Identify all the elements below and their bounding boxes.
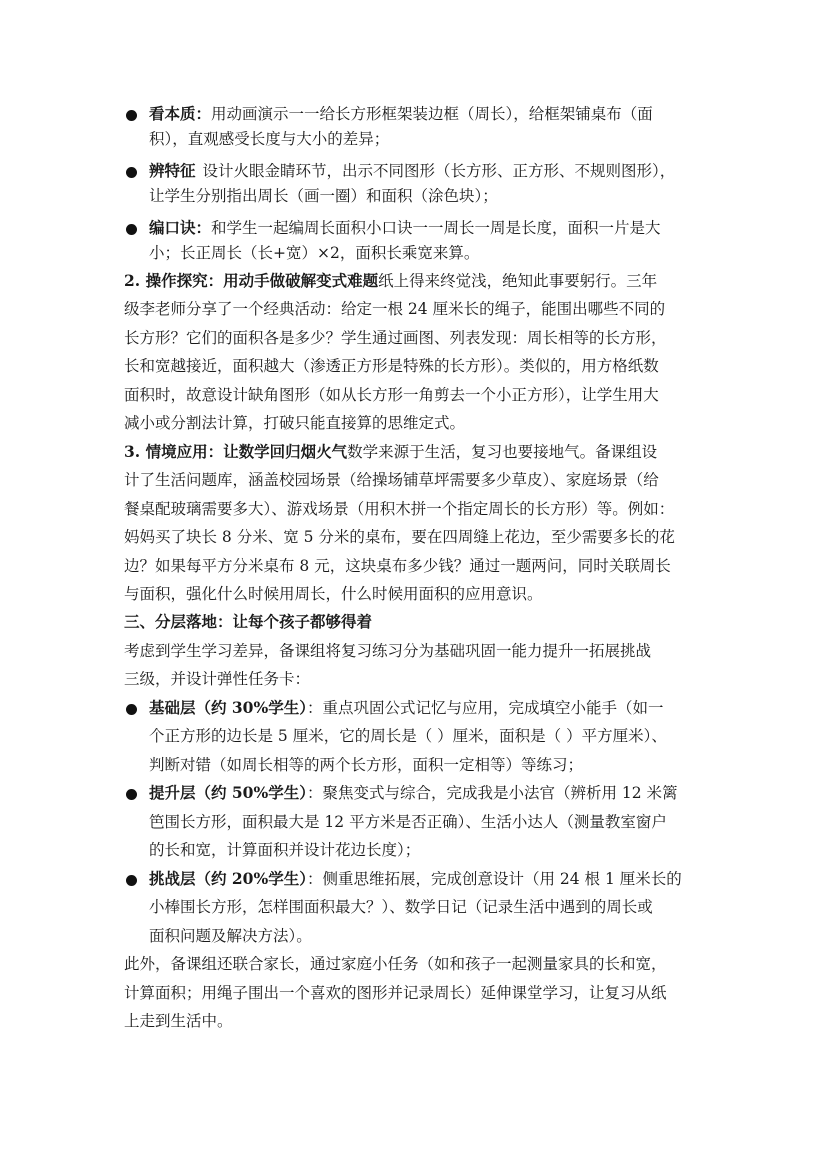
bullet-line: 面积问题及解决方法）。 [149, 927, 312, 945]
bullet-line: 个正方形的边长是 5 厘米，它的周长是（ ）厘米，面积是（ ）平方厘米）、 [149, 727, 667, 745]
paragraph-line: 面积时，故意设计缺角图形（如从长方形一角剪去一个小正方形），让学生用大 [124, 386, 659, 404]
bullet-icon [126, 110, 137, 121]
paragraph-line: 边？如果每平方分米桌布 8 元，这块桌布多少钱？通过一题两问，同时关联周长 [124, 557, 671, 575]
paragraph-line: 级李老师分享了一个经典活动：给定一根 24 厘米长的绳子，能围出哪些不同的 [124, 300, 666, 318]
bullet-line: 积），直观感受长度与大小的差异； [149, 130, 390, 148]
bullet-line: 的长和宽，计算面积并设计花边长度）； [149, 841, 421, 859]
bullet-icon [126, 224, 137, 235]
bullet-line [149, 161, 675, 181]
paragraph-line: 妈妈买了块长 8 分米、宽 5 分米的桌布，要在四周缝上花边，至少需要多长的花 [124, 528, 675, 546]
bullet-line: 让学生分别指出周长（画一圈）和面积（涂色块）； [149, 187, 498, 205]
bullet-label: 看本质： [149, 104, 212, 123]
bullet-line [149, 218, 661, 238]
bullet-text: ：侧重思维拓展，完成创意设计（用 24 根 1 厘米长的 [306, 870, 682, 888]
bullet-icon [126, 875, 137, 886]
paragraph-line: 考虑到学生学习差异，备课组将复习练习分为基础巩固一能力提升一拓展挑战 [124, 642, 652, 660]
paragraph-line: 此外，备课组还联合家长，通过家庭小任务（如和孩子一起测量家具的长和宽， [124, 955, 667, 973]
bullet-text: ：重点巩固公式记忆与应用，完成填空小能手（如一 [306, 699, 664, 717]
bullet-line: 小棒围长方形，怎样围面积最大？）、数学日记（记录生活中遇到的周长或 [149, 898, 653, 916]
bullet-line [149, 698, 663, 718]
bullet-icon [126, 789, 137, 800]
bullet-line [149, 104, 653, 124]
bullet-label: 辨特征 [149, 161, 196, 180]
bullet-line [149, 869, 682, 889]
paragraph-line: 长和宽越接近，面积越大（渗透正方形是特殊的长方形）。类似的，用方格纸数 [124, 357, 659, 375]
paragraph-text: 数学来源于生活，复习也要接地气。备课组设 [347, 443, 658, 461]
bullet-icon [126, 167, 137, 178]
section-3-heading: 3. 情境应用：让数学回归烟火气 [124, 442, 348, 461]
section-3-line [124, 442, 657, 462]
bullet-line: 判断对错（如周长相等的两个长方形，面积一定相等）等练习； [149, 756, 584, 774]
bullet-label: 挑战层（约 20%学生） [149, 869, 307, 888]
paragraph-line: 减小或分割法计算，打破只能直接算的思维定式。 [124, 414, 466, 432]
bullet-label: 编口诀： [149, 218, 212, 237]
paragraph-line: 三级，并设计弹性任务卡： [124, 670, 311, 688]
bullet-line: 小；长正周长（长+宽）×2，面积长乘宽来算。 [149, 244, 480, 262]
section-2-line [124, 271, 657, 291]
section-three-heading: 三、分层落地：让每个孩子都够得着 [124, 612, 373, 631]
bullet-text: ：聚焦变式与综合，完成我是小法官（辨析用 12 米篱 [306, 784, 678, 802]
paragraph-text: 纸上得来终觉浅，绝知此事要躬行。三年 [378, 272, 658, 290]
paragraph-line: 与面积，强化什么时候用周长，什么时候用面积的应用意识。 [124, 585, 543, 603]
bullet-line: 笆围长方形，面积最大是 12 平方米是否正确）、生活小达人（测量教室窗户 [149, 813, 667, 831]
paragraph-line: 长方形？它们的面积各是多少？学生通过画图、列表发现：周长相等的长方形， [124, 329, 667, 347]
paragraph-line: 餐桌配玻璃需要多大）、游戏场景（用积木拼一个指定周长的长方形）等。例如： [124, 500, 675, 518]
bullet-icon [126, 704, 137, 715]
bullet-text: 用动画演示一一给长方形框架装边框（周长），给框架铺桌布（面 [211, 105, 653, 123]
bullet-text: 设计火眼金睛环节，出示不同图形（长方形、正方形、不规则图形）， [202, 162, 676, 180]
paragraph-line: 计算面积；用绳子围出一个喜欢的图形并记录周长）延伸课堂学习，让复习从纸 [124, 984, 667, 1002]
bullet-label: 提升层（约 50%学生） [149, 783, 307, 802]
paragraph-line: 计了生活问题库，涵盖校园场景（给操场铺草坪需要多少草皮）、家庭场景（给 [124, 471, 659, 489]
bullet-label: 基础层（约 30%学生） [149, 698, 307, 717]
bullet-line [149, 783, 678, 803]
bullet-text: 和学生一起编周长面积小口诀一一周长一周是长度，面积一片是大 [211, 219, 661, 237]
section-2-heading: 2. 操作探究：用动手做破解变式难题 [124, 271, 379, 290]
paragraph-line: 上走到生活中。 [124, 1012, 233, 1030]
